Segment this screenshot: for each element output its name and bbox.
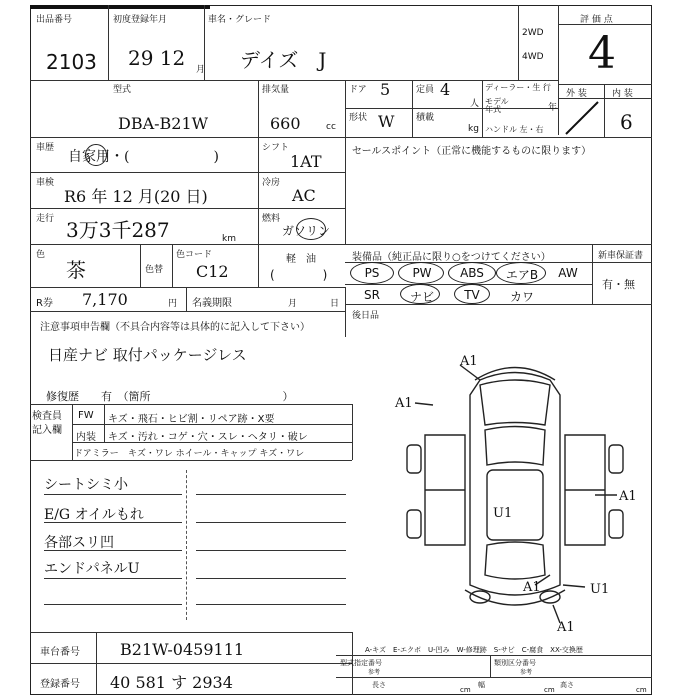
inspect-value: R6 年 12 月(20 日) [64,187,208,206]
mark-a1-right: A1 [619,489,637,504]
remark-2: E/G オイルもれ [44,507,144,523]
colorcode-value: C12 [196,262,229,281]
width-label: 幅 [478,681,485,689]
warranty-value: 有・無 [602,278,635,291]
dealer-label: ディーラー・生 行 [485,83,551,92]
color-value: 茶 [66,258,86,282]
fuel-circle [296,218,326,240]
history-value: 自家用・( ) [68,149,219,165]
ac-label: 冷房 [262,178,281,188]
registry-label: 名義期限 [192,298,232,309]
insp-row2-val: キズ・汚れ・コゲ・穴・スレ・ヘタリ・破レ [108,432,308,443]
cap-label: 定員 [416,85,435,95]
insp-row1-val: キズ・飛石・ヒビ割・リペア跡・X要 [108,414,275,425]
reg-unit: 月 [196,65,206,75]
reg-label: 初度登録年月 [113,15,168,25]
cert-ref: 参考 [368,669,381,676]
shift-value: 1AT [290,152,322,171]
sales-label: セールスポイント（正常に機能するものに限ります） [352,146,592,157]
cert-label: 型式指定番号 [340,659,382,667]
model-year-label: モデル年式 [485,97,509,114]
lot-number: 2103 [46,50,97,74]
width-unit: cm [544,686,555,694]
insp-row3-key: ドアミラー [74,449,119,459]
remark-4: エンドパネルU [44,561,140,577]
class-ref: 参考 [520,669,533,676]
shift-label: シフト [262,143,290,153]
model-label: 車名・グレード [208,15,272,25]
disp-value: 660 [270,114,301,133]
notes-label: 注意事項申告欄（不具合内容等は具体的に記入して下さい） [40,322,310,333]
shape-label: 形状 [349,113,368,123]
notes-text: 日産ナビ 取付パッケージレス [48,346,247,364]
equip-abs: ABS [460,266,484,280]
after-label: 後日品 [352,311,380,321]
insp-row3-val: キズ・ワレ ホイール・キャップ キズ・ワレ [128,449,305,459]
equip-tv-circle [454,284,490,304]
oil-paren: ( ) [270,268,328,282]
colorcode-label: 色コード [176,250,213,260]
inspector-label: 検査員 記入欄 [32,411,62,436]
fuel-label: 燃料 [262,214,281,224]
recycle-label: R券 [36,298,53,309]
type-label: 型式 [113,85,132,95]
shape-value: W [378,112,395,131]
mark-a1-front: A1 [460,354,478,369]
height-label: 高さ [560,681,574,689]
drive-4wd: 4WD [522,52,544,62]
car-diagram [385,335,645,635]
mileage-label: 走行 [36,214,55,224]
equip-pw-circle [398,262,444,284]
mark-a1-rear: A1 [523,580,541,595]
ext-slash-mark [562,100,602,136]
equipment-label: 装備品（純正品に限り○をつけてください） [352,252,551,263]
disp-unit: cc [326,122,336,132]
insp-row2-key: 内装 [76,432,96,443]
insp-row1-key: FW [78,410,94,421]
lot-label: 出品番号 [36,15,73,25]
length-unit: cm [460,686,471,694]
mileage-value: 3万3千287 [66,218,170,242]
reg-value: 29 12 [128,46,186,70]
registry-month: 月 [288,299,298,309]
equip-tv: TV [464,288,480,302]
mark-a1-bottom: A1 [557,620,575,635]
type-value: DBA-B21W [118,114,209,133]
fuel-value: ガソリン [282,224,331,238]
cap-unit: 人 [470,99,480,109]
door-value: 5 [380,80,391,99]
oil-label: 軽 油 [286,254,316,265]
history-circle [85,144,107,166]
drive-2wd: 2WD [522,28,544,38]
repair-text: 修復歴 有 （箇所 ） [46,390,294,403]
equip-navi-circle [400,284,440,304]
chassis-value: B21W-0459111 [120,640,245,659]
recycle-value: 7,170 [82,290,128,309]
plate-label: 登録番号 [40,679,80,690]
warranty-label: 新車保証書 [598,251,644,261]
equip-airbag-circle [496,262,546,284]
history-label: 車歴 [36,143,55,153]
cap-value: 4 [440,80,451,99]
registry-day: 日 [330,299,340,309]
ac-value: AC [292,186,316,205]
inspect-label: 車検 [36,178,55,188]
model-value: デイズ J [240,48,327,72]
equip-navi: ナビ [409,290,434,304]
load-label: 積載 [416,113,435,123]
length-label: 長さ [372,681,386,689]
year-unit: 年 [548,103,558,113]
height-unit: cm [636,686,647,694]
remark-1: シートシミ小 [44,477,128,493]
diagram-legend: A-キズ E-エクボ U-凹み W-修理跡 S-サビ C-腐食 XX-交換歴 [365,646,583,654]
equip-sr: SR [364,288,380,302]
mark-u1-roof: U1 [493,506,513,521]
disp-label: 排気量 [262,85,290,95]
equip-airbag: エアB [505,268,539,282]
int-value: 6 [620,110,633,134]
int-label: 内 装 [612,89,633,99]
equip-leather: カワ [509,290,534,304]
color-label: 色 [36,250,46,260]
header-black-bar [30,5,210,9]
score-value: 4 [588,28,616,79]
plate-value: 40 581 す 2934 [110,673,233,692]
mileage-unit: km [222,234,236,244]
equip-pw: PW [412,266,432,280]
remark-3: 各部スリ凹 [44,535,114,551]
score-label: 評 価 点 [580,15,613,25]
mark-a1-left: A1 [395,396,413,411]
recycle-unit: 円 [168,299,178,309]
door-label: ドア [349,85,367,95]
equip-abs-circle [448,262,496,284]
handle-label: ハンドル 左・右 [485,125,544,134]
equip-ps-circle [350,262,394,284]
chassis-label: 車台番号 [40,647,80,658]
equip-ps: PS [364,266,380,280]
load-unit: kg [468,124,479,134]
mark-u1-rear: U1 [590,582,610,597]
class-label: 類別区分番号 [494,659,536,667]
equip-aw: AW [558,266,578,280]
repaint-label: 色替 [145,265,164,275]
ext-label: 外 装 [566,89,587,99]
